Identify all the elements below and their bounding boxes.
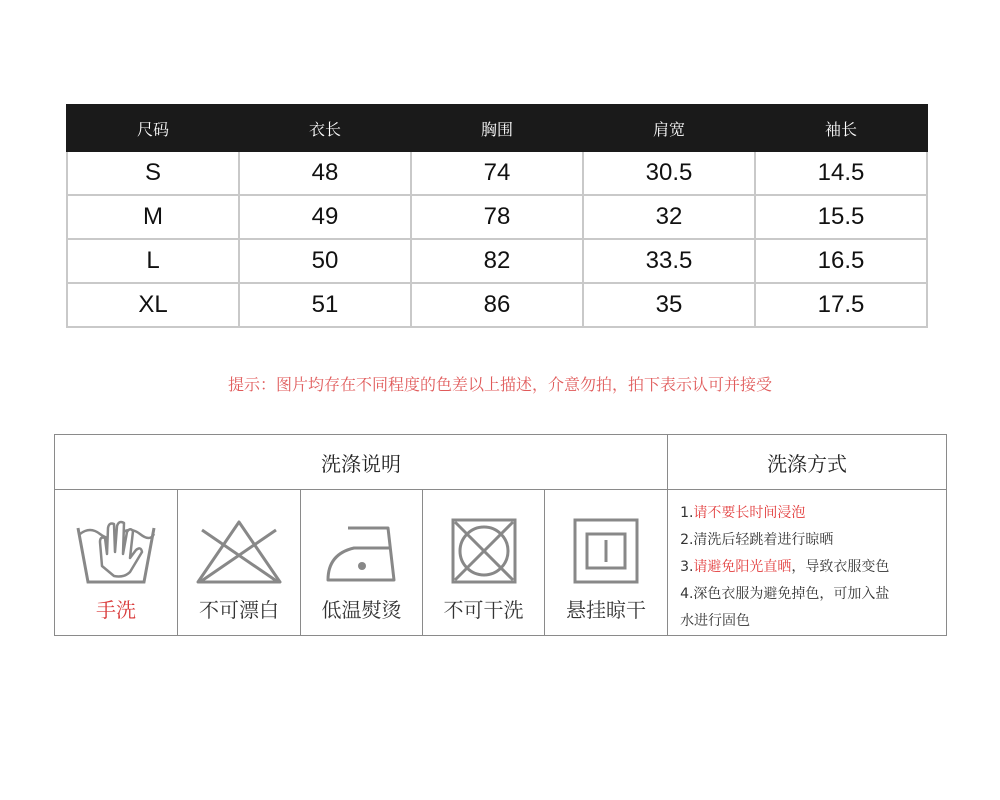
method-line-3: 3.请避免阳光直晒，导致衣服变色 (680, 559, 890, 575)
cell: 49 (239, 195, 411, 239)
no-bleach-icon (194, 516, 284, 586)
color-difference-hint: 提示：图片均存在不同程度的色差以上描述，介意勿拍，拍下表示认可并接受 (227, 375, 772, 394)
care-item-hand-wash (55, 490, 178, 636)
method-line-4: 4.深色衣服为避免掉色，可加入盐 (680, 586, 890, 602)
cell: 48 (239, 151, 411, 195)
cell: XL (67, 283, 239, 327)
table-row (67, 151, 927, 195)
care-instructions-title: 洗涤说明 (55, 435, 668, 490)
care-table (54, 434, 947, 636)
cell: 17.5 (755, 283, 927, 327)
cell: 51 (239, 283, 411, 327)
cell: S (67, 151, 239, 195)
care-label-low-iron: 低温熨烫 (321, 598, 402, 622)
size-table (66, 104, 928, 328)
method-line-2: 2.清洗后轻跳着进行晾晒 (680, 532, 834, 548)
cell: L (67, 239, 239, 283)
cell: 50 (239, 239, 411, 283)
table-row (67, 283, 927, 327)
care-item-no-bleach (178, 490, 301, 636)
size-table-header (67, 105, 927, 151)
cell: 15.5 (755, 195, 927, 239)
header-size: 尺码 (67, 105, 239, 151)
hang-dry-icon (571, 516, 641, 586)
care-item-no-dry-clean (423, 490, 545, 636)
care-label-no-bleach: 不可漂白 (199, 598, 279, 622)
cell: 74 (411, 151, 583, 195)
cell: 30.5 (583, 151, 755, 195)
cell: M (67, 195, 239, 239)
header-bust: 胸围 (411, 105, 583, 151)
method-line-1: 1.请不要长时间浸泡 (680, 505, 806, 521)
header-length: 衣长 (239, 105, 411, 151)
header-sleeve: 袖长 (755, 105, 927, 151)
care-methods (668, 490, 947, 636)
cell: 86 (411, 283, 583, 327)
hand-wash-icon (74, 508, 158, 586)
low-iron-icon (322, 522, 402, 586)
header-shoulder: 肩宽 (583, 105, 755, 151)
method-line-5: 水进行固色 (680, 613, 751, 629)
cell: 16.5 (755, 239, 927, 283)
table-row (67, 239, 927, 283)
cell: 82 (411, 239, 583, 283)
no-dry-clean-icon (449, 516, 519, 586)
cell: 14.5 (755, 151, 927, 195)
care-label-hand-wash: 手洗 (96, 598, 136, 622)
cell: 35 (583, 283, 755, 327)
cell: 78 (411, 195, 583, 239)
care-item-low-iron (301, 490, 423, 636)
table-row (67, 195, 927, 239)
cell: 33.5 (583, 239, 755, 283)
care-label-no-dry-clean: 不可干洗 (443, 598, 524, 622)
care-item-hang-dry (545, 490, 668, 636)
cell: 32 (583, 195, 755, 239)
care-label-hang-dry: 悬挂晾干 (566, 598, 647, 622)
care-method-title: 洗涤方式 (668, 435, 947, 490)
